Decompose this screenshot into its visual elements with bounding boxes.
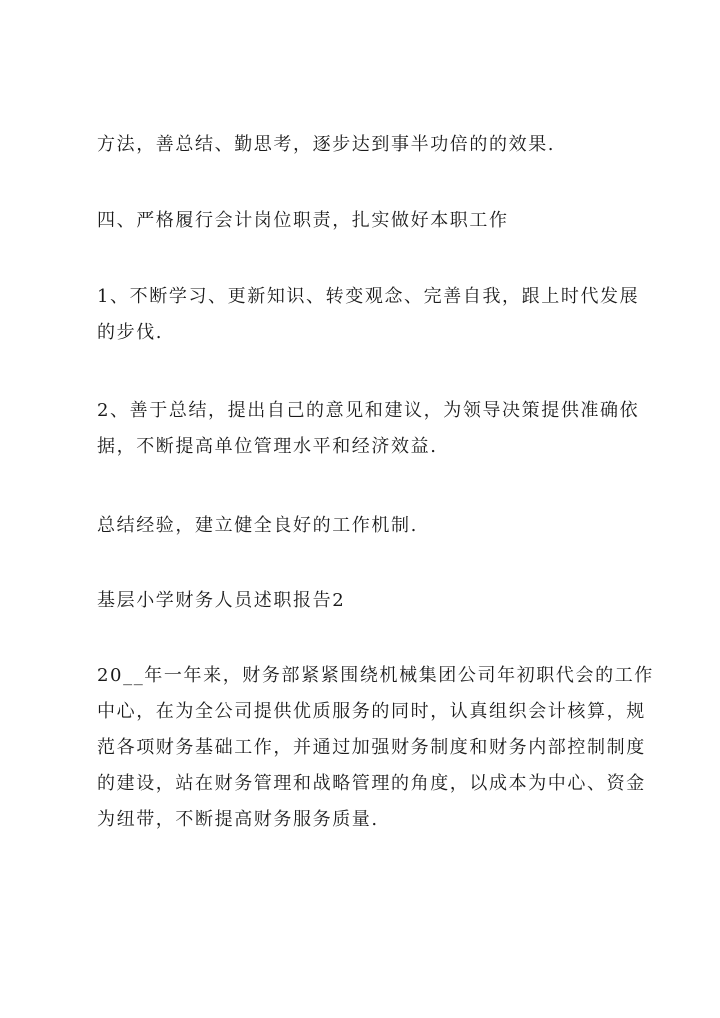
text-line: 总结经验，建立健全良好的工作机制. — [97, 515, 418, 536]
text-line: 为纽带，不断提高财务服务质量. — [97, 809, 379, 830]
list-item-2 — [97, 393, 640, 465]
section-heading-four — [97, 203, 637, 239]
report-title — [97, 583, 637, 619]
text-line: 四、严格履行会计岗位职责，扎实做好本职工作 — [97, 210, 509, 231]
paragraph-report-body — [97, 658, 654, 838]
text-line: 20__年一年来，财务部紧紧围绕机械集团公司年初职代会的工作 — [97, 665, 654, 686]
paragraph-summary-experience — [97, 508, 637, 544]
text-line: 范各项财务基础工作，并通过加强财务制度和财务内部控制制度 — [97, 737, 646, 758]
text-line: 基层小学财务人员述职报告2 — [97, 590, 346, 611]
text-line: 1、不断学习、更新知识、转变观念、完善自我，跟上时代发展 — [97, 286, 640, 307]
text-line: 的步伐. — [97, 322, 164, 343]
text-line: 中心，在为全公司提供优质服务的同时，认真组织会计核算，规 — [97, 701, 646, 722]
text-line: 的建设，站在财务管理和战略管理的角度，以成本为中心、资金 — [97, 773, 646, 794]
text-line: 方法，善总结、勤思考，逐步达到事半功倍的的效果. — [97, 134, 556, 155]
text-line: 2、善于总结，提出自己的意见和建议，为领导决策提供准确依 — [97, 400, 640, 421]
text-line: 据，不断提高单位管理水平和经济效益. — [97, 436, 438, 457]
paragraph-method-summary — [97, 127, 637, 163]
list-item-1 — [97, 279, 640, 351]
